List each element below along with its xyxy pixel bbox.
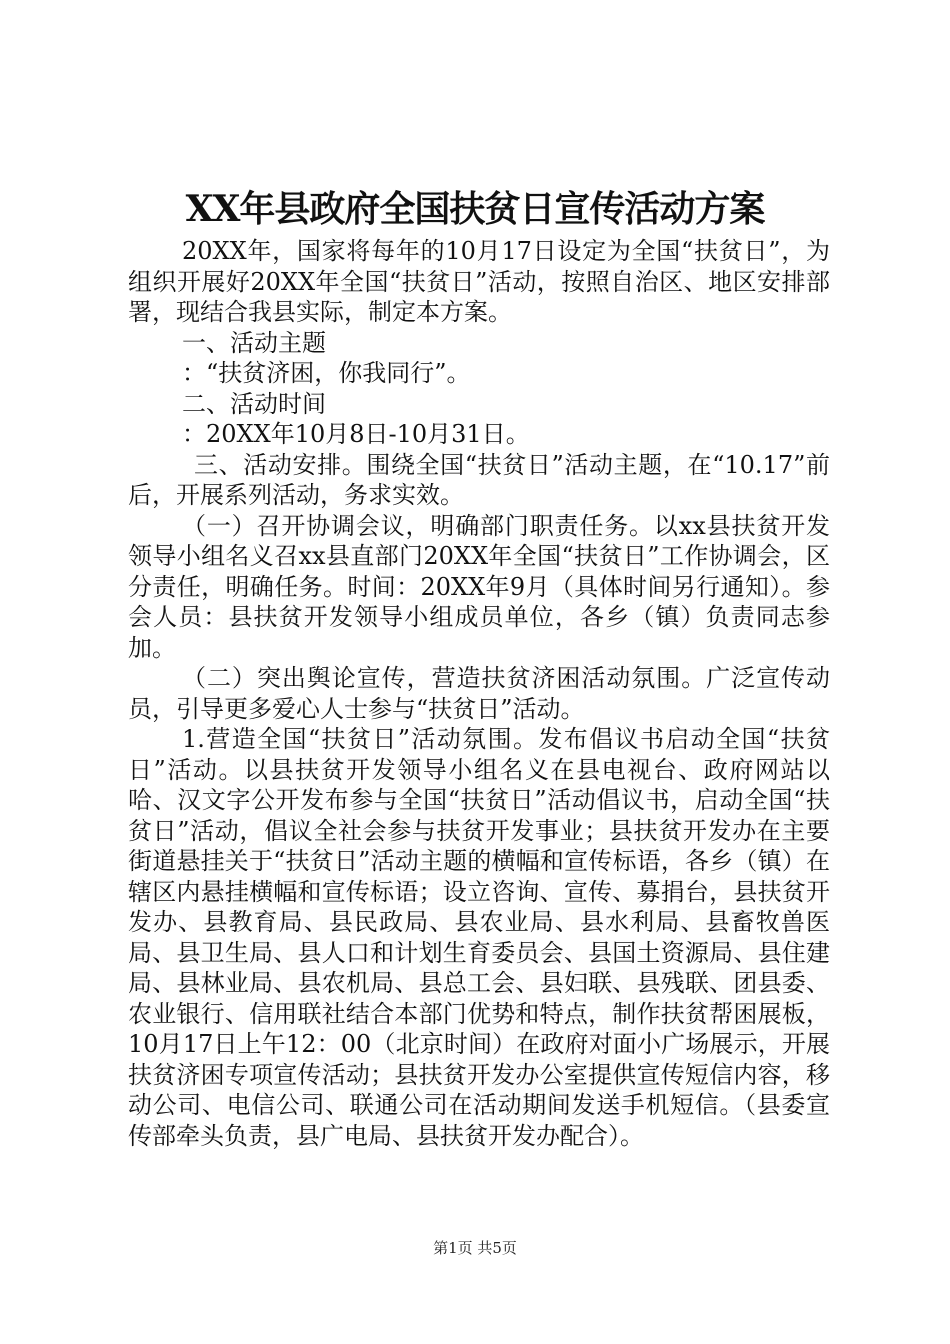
time-text: ：20XX年10月8日-10月31日。: [182, 420, 530, 448]
subsection-one-paragraph: （一）召开协调会议，明确部门职责任务。以xx县扶贫开发领导小组名义召xx县直部门20XX年全国“扶贫日”工作协调会，区分责任，明确任务。时间：20XX年9月（具体时间另行通知）。参会人员：县扶贫开发领导小组成员单位，各乡（镇）负责同志参加。: [128, 511, 830, 662]
section-arrangement-paragraph: 三、活动安排。围绕全国“扶贫日”活动主题，在“10.17”前后，开展系列活动，务求实效。: [128, 450, 830, 509]
item-one-paragraph: 1.营造全国“扶贫日”活动氛围。发布倡议书启动全国“扶贫日”活动。以县扶贫开发领导小组名义在县电视台、政府网站以哈、汉文字公开发布参与全国“扶贫日”活动倡议书，启动全国“扶贫日”活动，倡议全社会参与扶贫开发事业；县扶贫开发办在主要街道悬挂关于“扶贫日”活动主题的横幅和宣传标语，各乡（镇）在辖区内悬挂横幅和宣传标语；设立咨询、宣传、募捐台，县扶贫开发办、县教育局、县民政局、县农业局、县水利局、县畜牧兽医局、县卫生局、县人口和计划生育委员会、县国土资源局、县住建局、县林业局、县农机局、县总工会、县妇联、县残联、团县委、农业银行、信用联社结合本部门优势和特点，制作扶贫帮困展板，10月17日上午12：00（北京时间）在政府对面小广场展示，开展扶贫济困专项宣传活动；县扶贫开发办公室提供宣传短信内容，移动公司、电信公司、联通公司在活动期间发送手机短信。（县委宣传部牵头负责，县广电局、县扶贫开发办配合）。: [128, 725, 830, 1150]
intro-paragraph: 20XX年，国家将每年的10月17日设定为全国“扶贫日”，为组织开展好20XX年全国“扶贫日”活动，按照自治区、地区安排部署，现结合我县实际，制定本方案。: [128, 237, 830, 326]
subsection-two-paragraph: （二）突出舆论宣传，营造扶贫济困活动氛围。广泛宣传动员，引导更多爱心人士参与“扶贫日”活动。: [128, 664, 830, 723]
section-heading-time: 二、活动时间: [182, 389, 326, 418]
theme-text: ：“扶贫济困，你我同行”。: [182, 359, 471, 387]
page-footer: 第1页 共5页: [433, 1239, 517, 1257]
document-body: [128, 236, 830, 1151]
document-title: XX年县政府全国扶贫日宣传活动方案: [185, 188, 765, 230]
section-heading-theme: 一、活动主题: [182, 328, 326, 357]
